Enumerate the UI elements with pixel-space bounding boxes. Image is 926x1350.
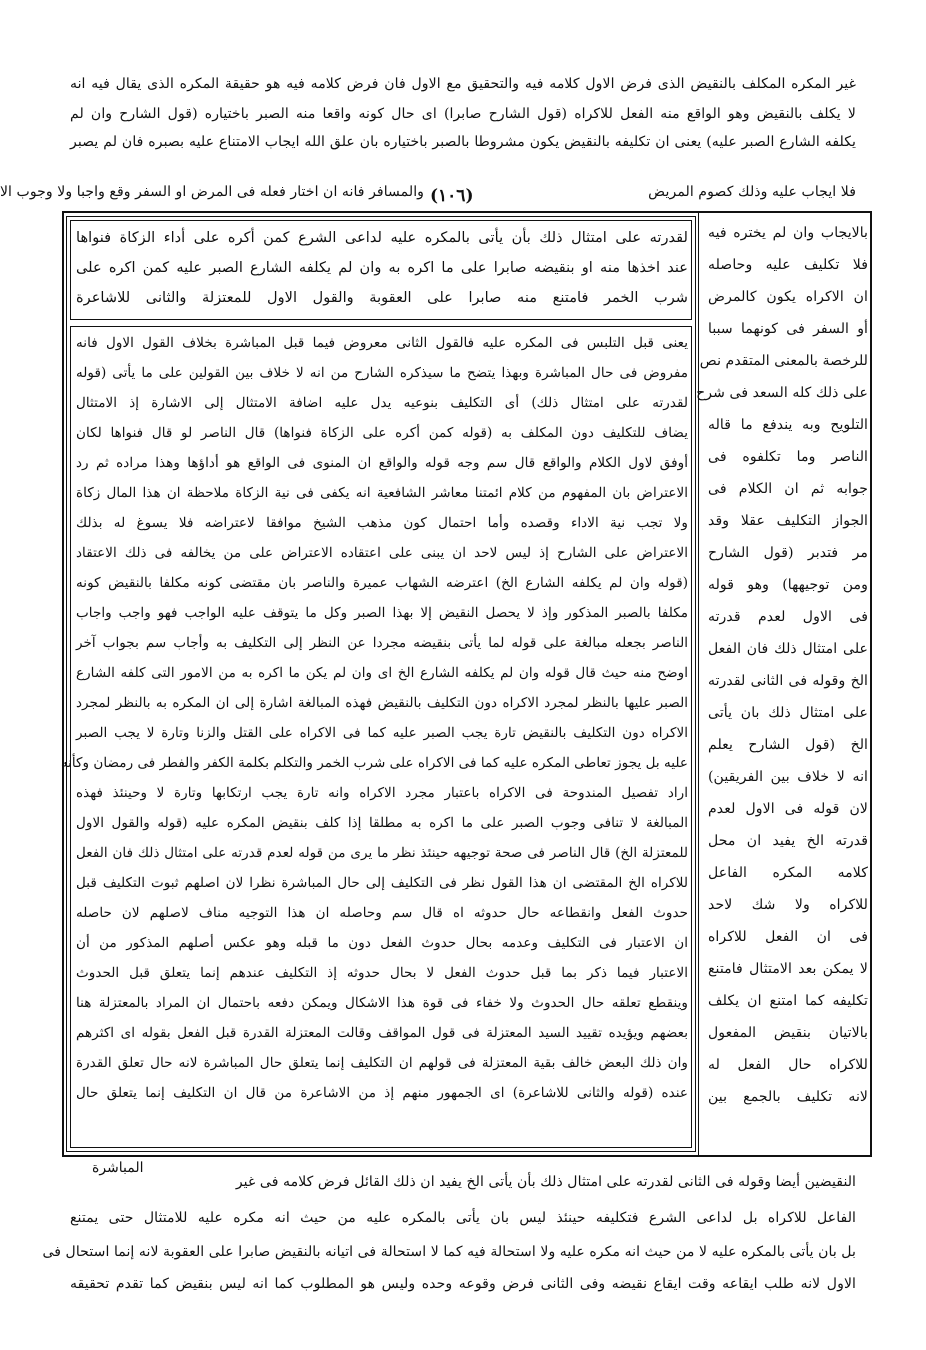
sharh-line: اراد تفصيل المندوحة فى الاكراه باعتبار مجرد الاكراه وانه تارة يجب ارتكابها وتارة لا وحينئذ فهذه <box>76 785 688 801</box>
page-number: (١٠٦) <box>430 186 474 206</box>
margin-line: جوابه ثم ان الكلام فى <box>708 481 868 497</box>
sharh-line: بعضهم ويؤيده تقييد السيد المعتزلة فى قول المواقف وقالت المعتزلة القدرة قبل الفعل بقوله اى اكثرهم <box>76 1025 688 1041</box>
sharh-line: اوضح منه حيث قال قوله وان لم يكلفه الشارع الخ اى وان لم يكن ما اكره به من الامور التى كلفه الشارع <box>76 665 688 681</box>
matn-line: لقدرته على امتثال ذلك بأن يأتى بالمكره عليه لداعى الشرع كمن أكره على أداء الزكاة فنواها <box>76 229 688 246</box>
margin-line: كلامه المكره الفاعل <box>708 865 868 881</box>
top-line: يكلفه الشارع الصبر عليه) يعنى ان تكليفه بالنقيض يكون مشروطا بالصبر باختياره بان علق الله ايجاب الامتناع عليه بصبره فان لم يصبر <box>70 134 856 150</box>
top-line: غير المكره المكلف بالنقيض الذى فرض الاول كلامه فيه والتحقيق مع الاول فان فرض كلامه فيه هو حقيقة المكره الذى يقال فيه انه <box>70 76 856 92</box>
bottom-line: الفاعل للاكراه بل لداعى الشرع فتكليفه حينئذ ليس بان يأتى بالمكره عليه من حيث انه مكره عليه للامتثال حتى يمتنع <box>70 1210 856 1226</box>
margin-line: فى الاول لعدم قدرته <box>708 609 868 625</box>
sharh-line: الاكراه دون التكليف بالنقيض تارة يجب الصبر عليه كما فى الاكراه على القتل والزنا وتارة لا يجب الصبر <box>76 725 688 741</box>
margin-line: الخ (قول الشارح يعلم <box>708 737 868 753</box>
margin-line: الناصر وما تكلفوه فى <box>708 449 868 465</box>
margin-line: على امتثال ذلك بان يأتى <box>708 705 868 721</box>
sharh-line: المبالغة لا تنافى وجوب الصبر على ما اكره به مطلقا إذا كلف بنقيض المكره عليه (قوله والقول الاول <box>76 815 688 831</box>
sharh-line: ان الاعتبار فى التكليف وعدمه بحال حدوث الفعل دون ما قبله وهو عكس أصلهم المذكور من أن <box>76 935 688 951</box>
matn-line: شرب الخمر فامتنع منه صابرا على العقوبة والقول الاول للمعتزلة والثانى للاشاعرة <box>76 289 688 306</box>
margin-line: بالاتيان بنقيض المفعول <box>708 1025 868 1041</box>
sharh-line: أوفق لاول الكلام والواقع قال سم وجه قوله والواقع ان المنوى فى الواقع هو أداؤها وهذا مراده ثم رد <box>76 455 688 471</box>
sharh-line: (قوله وان لم يكلفه الشارع الخ) اعترضه الشهاب عميرة والناصر بان مقتضى كونه مكلفا بالنقيض كونه <box>76 575 688 591</box>
margin-line: تكليفه كما امتنع ان يكلف <box>708 993 868 1009</box>
margin-line: لان قوله فى الاول لعدم <box>708 801 868 817</box>
bottom-line: الاول لانه طلب ايقاعه وقت ايقاع نقيضه وفى الثانى فرض وقوعه وحده وليس هو المطلوب كما انه ليس بنقيض كما تقدم تحقيقه <box>70 1276 856 1292</box>
bottom-line: النقيضين أيضا وقوله فى الثانى لقدرته على امتثال ذلك بأن يأتى الخ يفيد ان ذلك القائل فرض كلامه فى غير <box>235 1174 856 1190</box>
sharh-line: ولا تجب نية الاداء وقصده وأما احتمال كون مذهب الشيخ موافقا لاعتراضه فلا يسوغ له بذلك <box>76 515 688 531</box>
catchword: المباشرة <box>92 1160 144 1176</box>
top-line: لا يكلف بالنقيض وهو الواقع منه الفعل للاكراه (قول الشارح صابرا) اى حال كونه واقعا منه الصبر باختياره (قول الشارح وان لم <box>70 106 856 122</box>
sharh-line: وينقطع تعلقه حال الحدوث ولا خفاء فى قوة هذا الاشكال ويمكن دفعه باحتمال ان المراد بالمعتزلة هنا <box>76 995 688 1011</box>
margin-line: لا يمكن بعد الامتثال فامتنع <box>708 961 868 977</box>
margin-line: أو السفر فى كونهما سببا <box>708 321 868 337</box>
top-line: فلا ايجاب عليه وذلك كصوم المريض <box>648 184 856 200</box>
margin-line: مر فتدبر (قول الشارح <box>708 545 868 561</box>
column-divider <box>698 211 699 1157</box>
margin-line: للاكراه حال الفعل له <box>708 1057 868 1073</box>
sharh-line: الصبر عليها بالنظر لمجرد الاكراه دون التكليف بالنقيض فهذه المبالغة اشارة إلى ان المكره به بالنظر لمجرد <box>76 695 688 711</box>
top-line: والمسافر فانه ان اختار فعله فى المرض او السفر وقع واجبا ولا وجوب الا <box>0 184 424 200</box>
margin-line: للاكراه ولا شك لاحد <box>708 897 868 913</box>
bottom-line: بل بان يأتى بالمكره عليه لا من حيث انه مكره عليه ولا استحالة فيه كما لا استحالة فى اتيانه بالنقيض صابرا على العقوبة لانه إنما استحال فى <box>42 1244 856 1260</box>
matn-line: عند اخذها منه او بنقيضه صابرا على ما اكره به وان لم يكلفه الشارع الصبر عليه كمن اكره على <box>76 259 688 276</box>
margin-line: قدرته الخ يفيد ان محل <box>708 833 868 849</box>
sharh-line: يعنى قبل التلبس فى المكره عليه فالقول الثانى معروض فيما قبل المباشرة بخلاف القول الاول فانه <box>76 335 688 351</box>
margin-line: لانه تكليف بالجمع بين <box>708 1089 868 1105</box>
sharh-line: الاعتراض على الشارح إذ ليس لاحد ان يبنى على اعتقاده الاعتراض على من يخالفه فى ذلك الاعتقاد <box>76 545 688 561</box>
margin-line: على امتثال ذلك فان الفعل <box>708 641 868 657</box>
sharh-line: الاعتبار فيما ذكر بما قبل حدوث الفعل لا بحال حدوثه إذ التكليف عندهم إنما يتعلق قبل الحدوث <box>76 965 688 981</box>
sharh-line: عنده (قوله والثانى للاشاعرة) اى الجمهور منهم إذ من الاشاعرة من قال ان التكليف إنما يتعلق حال <box>76 1085 688 1101</box>
margin-line: فى ان الفعل للاكراه <box>708 929 868 945</box>
sharh-line: يضاف للتكليف دون المكلف به (قوله كمن أكره على الزكاة فنواها) قال الناصر لو قال فنواها لكان <box>76 425 688 441</box>
sharh-line: للمعتزلة الخ) قال الناصر فى صحة توجيهه حينئذ نظر ما يرى من قوله لعدم قدرته على امتثال ذلك فان الفعل <box>76 845 688 861</box>
sharh-line: مكلفا بالصبر المذكور وإذ لا يحصل النقيض إلا بهذا الصبر وكل ما يتوقف عليه الواجب فهو واجب واجاب <box>76 605 688 621</box>
sharh-line: لقدرته على امتثال ذلك) أى التكليف بنوعيه يدل عليه اضافة الامتثال إلى الاشارة إذ الامتثال <box>76 395 688 411</box>
sharh-line: عليه بل يجوز تعاطى المكره عليه كما فى الاكراه على شرب الخمر والتكلم بكلمة الكفر والفطر فى رمضان وكأنه <box>60 755 688 771</box>
margin-line: الجواز التكليف عقلا وقد <box>708 513 868 529</box>
margin-line: ومن توجيهها) وهو قوله <box>708 577 868 593</box>
margin-line: انه لا خلاف بين الفريقين) <box>708 769 868 785</box>
sharh-line: للاكراه الخ المقتضى ان هذا القول نظر فى التكليف إلى حال المباشرة نظرا لان اصلهم ثبوت التكليف قبل <box>76 875 688 891</box>
margin-line: الخ وقوله فى الثانى لقدرته <box>708 673 868 689</box>
sharh-line: الاعتراض بان المفهوم من كلام ائمتنا معاشر الشافعية انه يكفى فى نية الزكاة ملاحظة ان هذا المال زكاة <box>76 485 688 501</box>
sharh-line: الناصر بجعله مبالغة على قوله لما يأتى بنقيضه مجردا عن النظر إلى التكليف به وأجاب سم بجواب آخر <box>76 635 688 651</box>
margin-line: التلويح وبه يندفع ما قاله <box>708 417 868 433</box>
sharh-line: وان ذلك البعض خالف بقية المعتزلة فى قولهم ان التكليف إنما يتعلق حال المباشرة لانه حال تعلق القدرة <box>76 1055 688 1071</box>
margin-line: بالايجاب وان لم يختره فيه <box>708 225 868 241</box>
sharh-line: حدوث الفعل وانقطاعه حال حدوثه اه قال سم وحاصله ان هذا التوجيه مناف لاصلهم لان حاصله <box>76 905 688 921</box>
margin-line: على ذلك كله السعد فى شرح <box>696 385 868 401</box>
margin-line: فلا تكليف عليه وحاصله <box>708 257 868 273</box>
sharh-line: مفروض فى حال المباشرة وبهذا يتضح ما سيذكره الشارح من انه لا خلاف بين القولين على ما يأتى (قوله <box>76 365 688 381</box>
margin-line: للرخصة بالمعنى المتقدم نص <box>699 353 868 369</box>
margin-line: ان الاكراه يكون كالمرض <box>708 289 868 305</box>
